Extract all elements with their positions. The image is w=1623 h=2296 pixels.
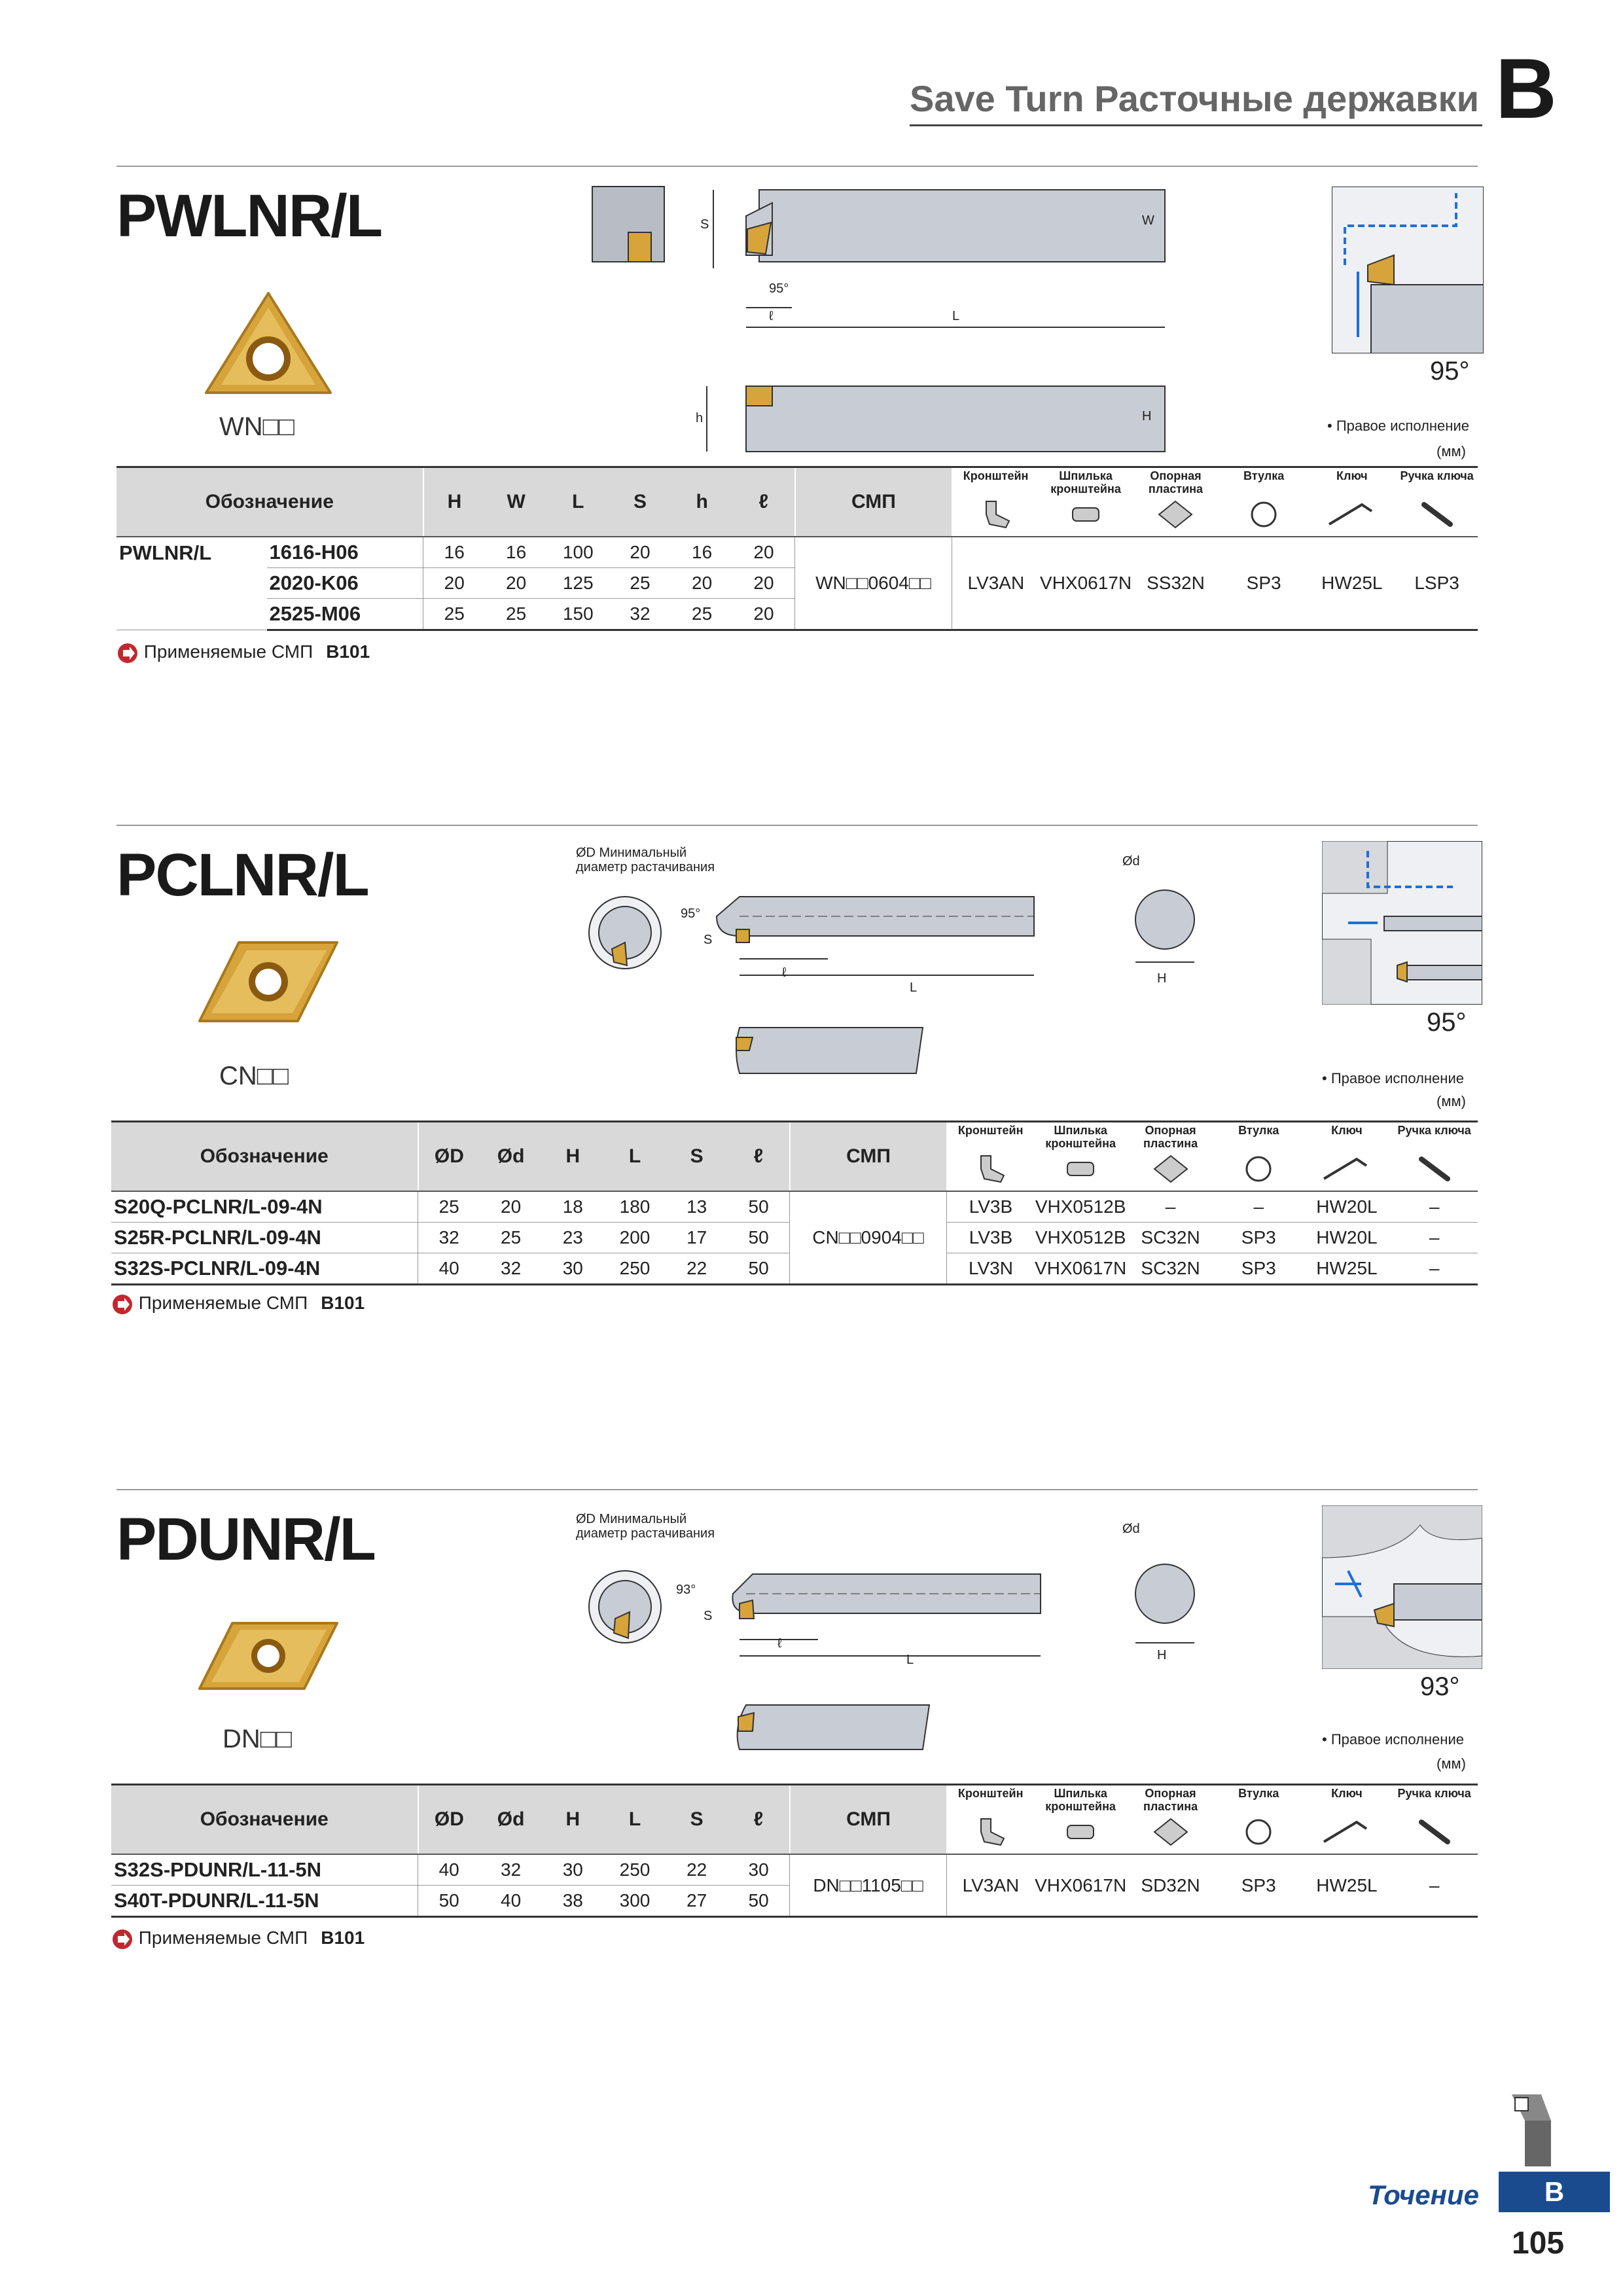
col-header: СМП	[790, 1122, 947, 1192]
col-header: S	[666, 1785, 728, 1855]
shim-icon	[1151, 1153, 1190, 1185]
applicable-inserts-link[interactable]	[116, 641, 370, 664]
machining-diagram	[1322, 1505, 1482, 1669]
applicable-ref: B101	[326, 641, 370, 662]
col-header: СМП	[795, 467, 952, 537]
acc-header-screw	[1035, 1122, 1126, 1192]
dim-l: L	[952, 309, 960, 323]
page-header-letter: B	[1495, 41, 1557, 136]
shim-icon	[1156, 498, 1195, 531]
cell: 17	[666, 1223, 728, 1253]
dim-s: S	[704, 933, 713, 947]
cell: 20	[733, 537, 795, 568]
cell: 20	[609, 537, 671, 568]
spec-table	[111, 1121, 1478, 1285]
sleeve-icon	[1239, 1816, 1278, 1848]
acc-cell: LV3AN	[952, 537, 1040, 630]
cut-angle: 95°	[1430, 357, 1470, 386]
dim-l-small: ℓ	[782, 965, 787, 980]
cell: 20	[485, 568, 547, 599]
spec-table	[116, 466, 1478, 631]
cell: 27	[666, 1886, 728, 1917]
holder-end-view	[589, 183, 668, 268]
acc-label: Опорная пластина	[1143, 1124, 1198, 1150]
acc-label: Втулка	[1238, 1124, 1279, 1137]
acc-cell: –	[1391, 1191, 1478, 1223]
acc-header-key-handle	[1396, 467, 1478, 537]
cell: 20	[733, 568, 795, 599]
cell: 20	[480, 1191, 542, 1223]
acc-cell: LSP3	[1396, 537, 1478, 630]
acc-cell: SP3	[1215, 1253, 1303, 1285]
col-header: Обозначение	[111, 1122, 418, 1192]
right-exec-note: • Правое исполнение	[1322, 1731, 1464, 1748]
acc-cell: SP3	[1215, 1854, 1303, 1917]
acc-header-screw	[1040, 467, 1132, 537]
dim-H: H	[1142, 409, 1152, 423]
acc-cell: VHX0617N	[1040, 537, 1132, 630]
screw-icon	[1061, 1153, 1100, 1185]
cell: 50	[728, 1886, 790, 1917]
acc-label: Шпилька кронштейна	[1050, 469, 1121, 495]
key-icon	[1326, 498, 1378, 531]
insert-label: DN□□	[223, 1725, 293, 1753]
dim-d: Ød	[1122, 1522, 1140, 1536]
col-header: L	[547, 467, 609, 537]
insert-code: WN□□0604□□	[795, 537, 952, 630]
section-rule	[116, 1489, 1478, 1490]
dim-H: H	[1157, 1648, 1167, 1662]
machining-diagram	[1322, 841, 1482, 1005]
acc-label: Ручка ключа	[1397, 1787, 1471, 1800]
nav-section-word[interactable]: Точение	[1368, 2179, 1479, 2210]
cell: 50	[418, 1886, 480, 1917]
col-header: ØD	[418, 1122, 480, 1192]
dim-d: Ød	[1122, 854, 1140, 869]
acc-label: Втулка	[1243, 469, 1285, 482]
acc-label: Шпилька кронштейна	[1045, 1787, 1116, 1813]
key-handle-icon	[1415, 1153, 1454, 1185]
cell: 25	[418, 1191, 480, 1223]
applicable-inserts-link[interactable]	[111, 1928, 365, 1950]
holder-side-view	[694, 380, 1178, 458]
cell: 22	[666, 1253, 728, 1285]
acc-cell: LV3B	[946, 1191, 1035, 1223]
cell: 100	[547, 537, 609, 568]
col-header: Ød	[480, 1785, 542, 1855]
cell: 250	[604, 1253, 666, 1285]
acc-cell: HW25L	[1308, 537, 1396, 630]
col-header: ØD	[418, 1785, 480, 1855]
acc-cell: HW25L	[1303, 1253, 1391, 1285]
cell: 25	[609, 568, 671, 599]
applicable-ref: B101	[321, 1293, 365, 1313]
acc-cell: SD32N	[1126, 1854, 1215, 1917]
cell: 40	[418, 1253, 480, 1285]
dim-angle: 95°	[681, 906, 701, 921]
dim-H: H	[1157, 971, 1167, 986]
cell: 200	[604, 1223, 666, 1253]
row-code: 1616-H06	[267, 537, 423, 568]
section-rule	[116, 825, 1478, 826]
unit-note: (мм)	[1436, 1755, 1466, 1772]
shank-section	[1126, 877, 1204, 982]
col-header: S	[609, 467, 671, 537]
acc-label: Кронштейн	[957, 1124, 1024, 1137]
acc-header-bracket	[946, 1122, 1035, 1192]
acc-cell: VHX0512B	[1035, 1223, 1126, 1253]
cell: 32	[480, 1253, 542, 1285]
cell: 38	[542, 1886, 604, 1917]
insert-code: DN□□1105□□	[790, 1854, 947, 1917]
cell: 20	[423, 568, 486, 599]
col-header: Обозначение	[116, 467, 423, 537]
screw-icon	[1066, 498, 1105, 531]
col-header: H	[542, 1785, 604, 1855]
turning-tool-icon	[1505, 2088, 1584, 2166]
acc-header-shim	[1126, 1785, 1215, 1855]
acc-cell: VHX0617N	[1035, 1253, 1126, 1285]
boring-bar-drawing	[576, 1541, 1047, 1751]
acc-header-key	[1303, 1122, 1391, 1192]
col-header: ℓ	[733, 467, 795, 537]
acc-cell: SC32N	[1126, 1223, 1215, 1253]
cell: 250	[604, 1854, 666, 1886]
insert-label: CN□□	[219, 1062, 289, 1090]
machining-diagram	[1332, 187, 1484, 353]
applicable-label: Применяемые СМП	[143, 641, 313, 662]
cell: 300	[604, 1886, 666, 1917]
cell: 20	[671, 568, 733, 599]
arrow-circle-icon	[111, 1928, 134, 1950]
row-code: 2525-M06	[267, 599, 423, 630]
acc-label: Ручка ключа	[1400, 469, 1474, 482]
cell: 16	[671, 537, 733, 568]
dim-min-diameter: ØD Минимальный диаметр растачивания	[576, 846, 715, 874]
acc-header-key	[1308, 467, 1396, 537]
col-header: W	[485, 467, 547, 537]
cell: 25	[480, 1223, 542, 1253]
col-header: Ød	[480, 1122, 542, 1192]
cell: 16	[423, 537, 486, 568]
cell: 40	[480, 1886, 542, 1917]
acc-cell: –	[1391, 1253, 1478, 1285]
cell: 18	[542, 1191, 604, 1223]
col-header: ℓ	[728, 1785, 790, 1855]
acc-label: Кронштейн	[963, 469, 1029, 482]
acc-header-sleeve	[1215, 1122, 1303, 1192]
arrow-circle-icon	[116, 642, 139, 664]
right-exec-note: • Правое исполнение	[1322, 1070, 1464, 1086]
key-icon	[1321, 1816, 1373, 1848]
dim-h: h	[696, 411, 704, 425]
col-header: ℓ	[728, 1122, 790, 1192]
screw-icon	[1061, 1816, 1100, 1848]
key-handle-icon	[1415, 1816, 1454, 1848]
acc-cell: VHX0617N	[1035, 1854, 1126, 1917]
applicable-label: Применяемые СМП	[138, 1928, 308, 1948]
acc-cell: VHX0512B	[1035, 1191, 1126, 1223]
col-header: Обозначение	[111, 1785, 418, 1855]
spec-table	[111, 1784, 1478, 1918]
dim-s: S	[700, 217, 709, 232]
acc-header-shim	[1126, 1122, 1215, 1192]
acc-header-key	[1303, 1785, 1391, 1855]
cell: 50	[728, 1223, 790, 1253]
acc-header-shim	[1132, 467, 1220, 537]
row-code: S40T-PDUNR/L-11-5N	[111, 1886, 418, 1917]
acc-header-sleeve	[1215, 1785, 1303, 1855]
section-rule	[116, 166, 1478, 167]
acc-header-bracket	[952, 467, 1040, 537]
right-exec-note: • Правое исполнение	[1327, 418, 1469, 434]
applicable-ref: B101	[321, 1928, 365, 1948]
dim-l: L	[906, 1653, 914, 1667]
cut-angle: 93°	[1420, 1672, 1460, 1701]
section-title: PWLNR/L	[116, 183, 382, 249]
cell: 180	[604, 1191, 666, 1223]
insert-image-cn	[193, 936, 344, 1028]
shim-icon	[1151, 1816, 1190, 1848]
section-title: PDUNR/L	[116, 1506, 375, 1573]
unit-note: (мм)	[1436, 1093, 1466, 1109]
nav-section-tab[interactable]: B	[1499, 2172, 1610, 2212]
acc-label: Ключ	[1336, 469, 1368, 482]
cell: 25	[671, 599, 733, 630]
sleeve-icon	[1239, 1153, 1278, 1185]
cell: 30	[728, 1854, 790, 1886]
cell: 150	[547, 599, 609, 630]
acc-cell: SC32N	[1126, 1253, 1215, 1285]
row-code: S32S-PCLNR/L-09-4N	[111, 1253, 418, 1285]
cell: 25	[423, 599, 486, 630]
cell: 40	[418, 1854, 480, 1886]
acc-cell: LV3B	[946, 1223, 1035, 1253]
acc-cell: LV3N	[946, 1253, 1035, 1285]
col-header: h	[671, 467, 733, 537]
key-handle-icon	[1418, 498, 1457, 531]
cell: 22	[666, 1854, 728, 1886]
row-code: S20Q-PCLNR/L-09-4N	[111, 1191, 418, 1223]
cell: 32	[609, 599, 671, 630]
dim-l-small: ℓ	[769, 309, 774, 323]
cell: 13	[666, 1191, 728, 1223]
acc-header-bracket	[946, 1785, 1035, 1855]
page-number: 105	[1512, 2226, 1565, 2261]
acc-label: Опорная пластина	[1143, 1787, 1198, 1813]
acc-label: Втулка	[1238, 1787, 1279, 1800]
acc-cell: HW20L	[1303, 1191, 1391, 1223]
cell: 50	[728, 1191, 790, 1223]
applicable-inserts-link[interactable]	[111, 1293, 365, 1316]
acc-cell: SS32N	[1132, 537, 1220, 630]
acc-cell: HW20L	[1303, 1223, 1391, 1253]
acc-label: Опорная пластина	[1148, 469, 1204, 495]
row-code: S25R-PCLNR/L-09-4N	[111, 1223, 418, 1253]
section-title: PCLNR/L	[116, 842, 368, 908]
cell: 20	[733, 599, 795, 630]
page-header-title: Save Turn Расточные державки	[910, 78, 1479, 119]
dim-angle: 95°	[769, 281, 789, 296]
acc-label: Шпилька кронштейна	[1045, 1124, 1116, 1150]
acc-header-key-handle	[1391, 1785, 1478, 1855]
acc-label: Ключ	[1331, 1124, 1363, 1137]
acc-cell: –	[1391, 1223, 1478, 1253]
dim-min-diameter: ØD Минимальный диаметр растачивания	[576, 1512, 715, 1541]
col-header: H	[423, 467, 486, 537]
acc-label: Ручка ключа	[1397, 1124, 1471, 1137]
family-code: PWLNR/L	[116, 537, 267, 630]
acc-header-screw	[1035, 1785, 1126, 1855]
dim-w: W	[1142, 213, 1154, 228]
insert-image-dn	[193, 1617, 344, 1695]
row-code: 2020-K06	[267, 568, 423, 599]
arrow-circle-icon	[111, 1293, 134, 1316]
acc-header-sleeve	[1220, 467, 1308, 537]
cell: 32	[418, 1223, 480, 1253]
dim-l-small: ℓ	[777, 1636, 782, 1651]
acc-header-key-handle	[1391, 1122, 1478, 1192]
dim-s: S	[704, 1609, 713, 1623]
acc-label: Ключ	[1331, 1787, 1363, 1800]
insert-image-wn	[196, 288, 340, 399]
col-header: H	[542, 1122, 604, 1192]
holder-top-view	[694, 177, 1178, 353]
key-icon	[1321, 1153, 1373, 1185]
col-header: СМП	[790, 1785, 947, 1855]
bracket-icon	[976, 498, 1016, 531]
acc-cell: HW25L	[1303, 1854, 1391, 1917]
cell: 30	[542, 1854, 604, 1886]
col-header: L	[604, 1122, 666, 1192]
sleeve-icon	[1244, 498, 1283, 531]
cell: 16	[485, 537, 547, 568]
shank-section	[1126, 1545, 1204, 1656]
applicable-label: Применяемые СМП	[138, 1293, 308, 1313]
cell: 50	[728, 1253, 790, 1285]
acc-cell: –	[1391, 1854, 1478, 1917]
col-header: S	[666, 1122, 728, 1192]
acc-cell: –	[1126, 1191, 1215, 1223]
acc-cell: SP3	[1215, 1223, 1303, 1253]
col-header: L	[604, 1785, 666, 1855]
acc-cell: –	[1215, 1191, 1303, 1223]
bracket-icon	[971, 1816, 1010, 1848]
acc-cell: SP3	[1220, 537, 1308, 630]
cell: 30	[542, 1253, 604, 1285]
boring-bar-drawing	[576, 877, 1047, 1086]
cell: 25	[485, 599, 547, 630]
dim-l: L	[910, 980, 918, 995]
acc-label: Кронштейн	[957, 1787, 1024, 1800]
cell: 125	[547, 568, 609, 599]
cell: 23	[542, 1223, 604, 1253]
insert-code: CN□□0904□□	[790, 1191, 947, 1285]
cell: 32	[480, 1854, 542, 1886]
cut-angle: 95°	[1427, 1008, 1467, 1037]
header-rule	[910, 124, 1482, 126]
insert-label: WN□□	[219, 412, 294, 441]
bracket-icon	[971, 1153, 1010, 1185]
dim-angle: 93°	[676, 1583, 696, 1597]
acc-cell: LV3AN	[946, 1854, 1035, 1917]
row-code: S32S-PDUNR/L-11-5N	[111, 1854, 418, 1886]
unit-note: (мм)	[1436, 443, 1466, 459]
